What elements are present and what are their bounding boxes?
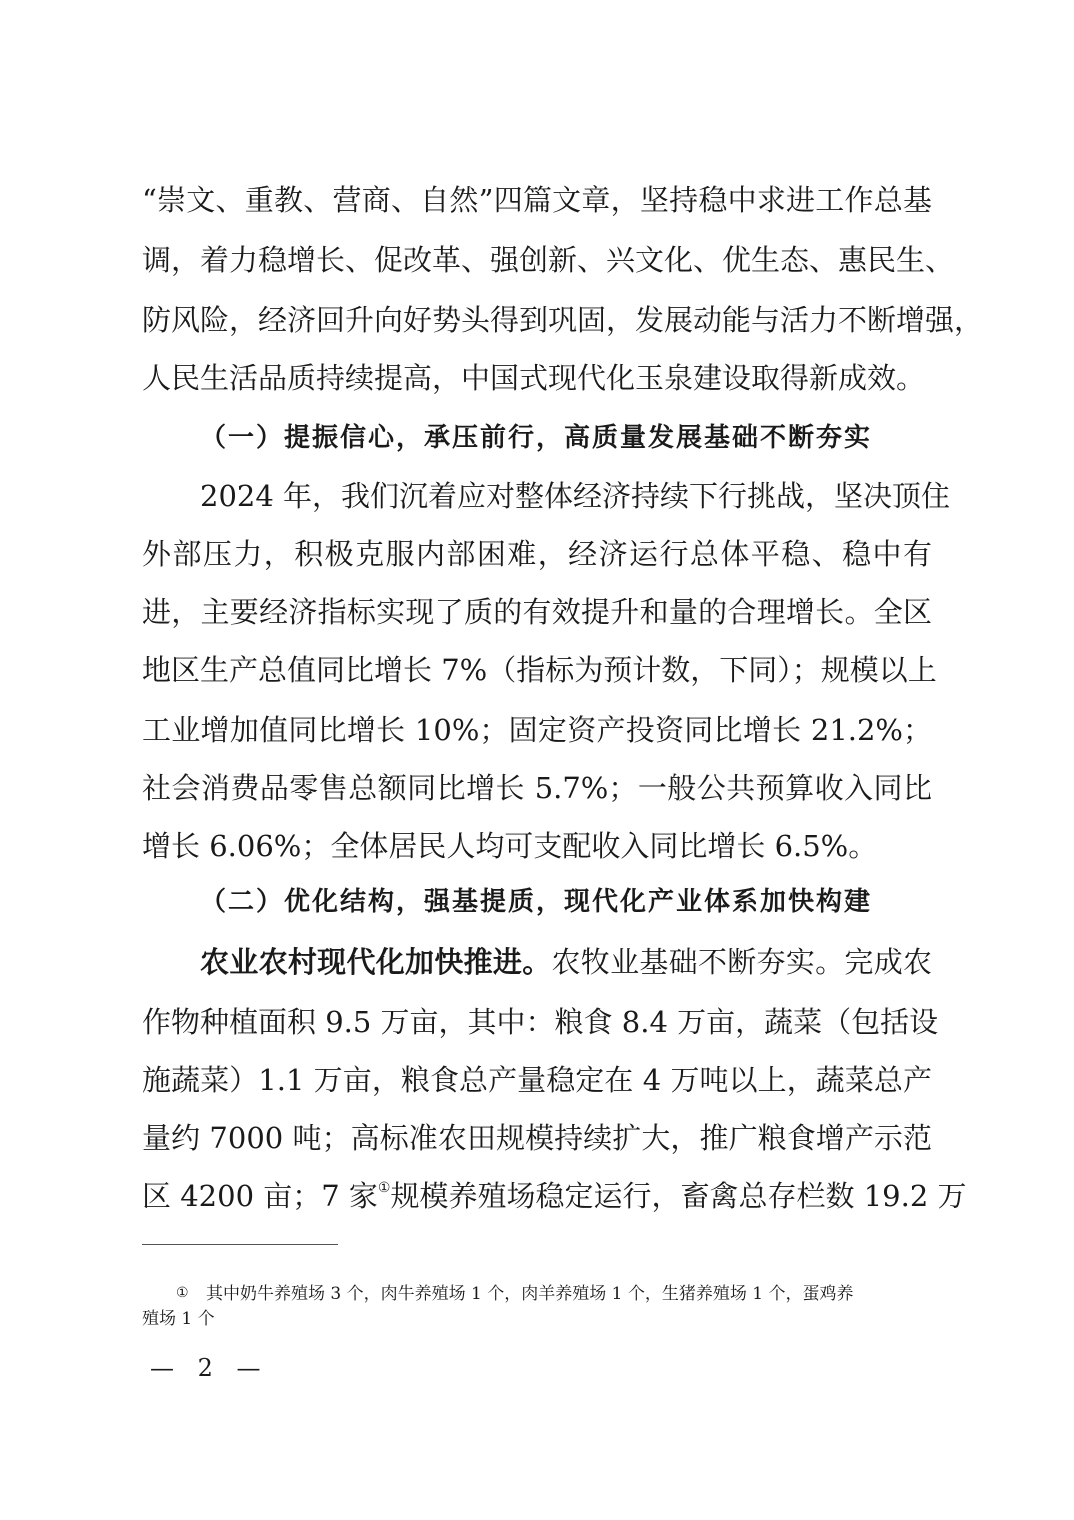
footnote-separator (142, 1244, 338, 1245)
body-line: 调，着力稳增长、促改革、强创新、兴文化、优生态、惠民生、 (142, 243, 955, 277)
body-line: 地区生产总值同比增长 7%（指标为预计数，下同）；规模以上 (142, 653, 937, 687)
body-run: 规模养殖场稳定运行，畜禽总存栏数 19.2 万 (390, 1179, 967, 1213)
body-run: 区 4200 亩；7 家 (142, 1179, 378, 1213)
body-line: 防风险，经济回升向好势头得到巩固，发展动能与活力不断增强， (142, 303, 984, 337)
body-line: 量约 7000 吨；高标准农田规模持续扩大，推广粮食增产示范 (142, 1121, 932, 1155)
body-line: 外部压力，积极克服内部困难，经济运行总体平稳、稳中有 (142, 537, 932, 571)
body-line: 工业增加值同比增长 10%；固定资产投资同比增长 21.2%； (142, 713, 932, 747)
body-line: 2024 年，我们沉着应对整体经济持续下行挑战，坚决顶住 (200, 479, 951, 513)
body-line: “崇文、重教、营商、自然”四篇文章，坚持稳中求进工作总基 (142, 183, 932, 217)
body-line: 人民生活品质持续提高，中国式现代化玉泉建设取得新成效。 (142, 361, 926, 395)
body-line: 作物种植面积 9.5 万亩，其中：粮食 8.4 万亩，蔬菜（包括设 (142, 1005, 939, 1039)
bold-lead-in: 农业农村现代化加快推进。 (200, 945, 552, 979)
body-line: 增长 6.06%；全体居民人均可支配收入同比增长 6.5%。 (142, 829, 878, 863)
body-line (142, 1176, 967, 1216)
footnote-text: 其中奶牛养殖场 3 个，肉牛养殖场 1 个，肉羊养殖场 1 个，生猪养殖场 1 个，蛋鸡养 (206, 1284, 854, 1304)
body-run: 农牧业基础不断夯实。完成农 (551, 945, 932, 979)
page-number: — 2 — (150, 1354, 269, 1382)
body-line (200, 942, 932, 982)
footnote-reference[interactable]: ① (377, 1180, 391, 1196)
body-line: 社会消费品零售总额同比增长 5.7%；一般公共预算收入同比 (142, 771, 932, 805)
footnote-line (142, 1280, 934, 1307)
section-heading: （一）提振信心，承压前行，高质量发展基础不断夯实 (200, 423, 873, 453)
footnote-line: 殖场 1 个 (142, 1309, 215, 1329)
body-line: 进，主要经济指标实现了质的有效提升和量的合理增长。全区 (142, 595, 932, 629)
body-line: 施蔬菜）1.1 万亩，粮食总产量稳定在 4 万吨以上，蔬菜总产 (142, 1063, 932, 1097)
footnote-marker: ① (176, 1285, 189, 1301)
section-heading: （二）优化结构，强基提质，现代化产业体系加快构建 (200, 887, 873, 917)
